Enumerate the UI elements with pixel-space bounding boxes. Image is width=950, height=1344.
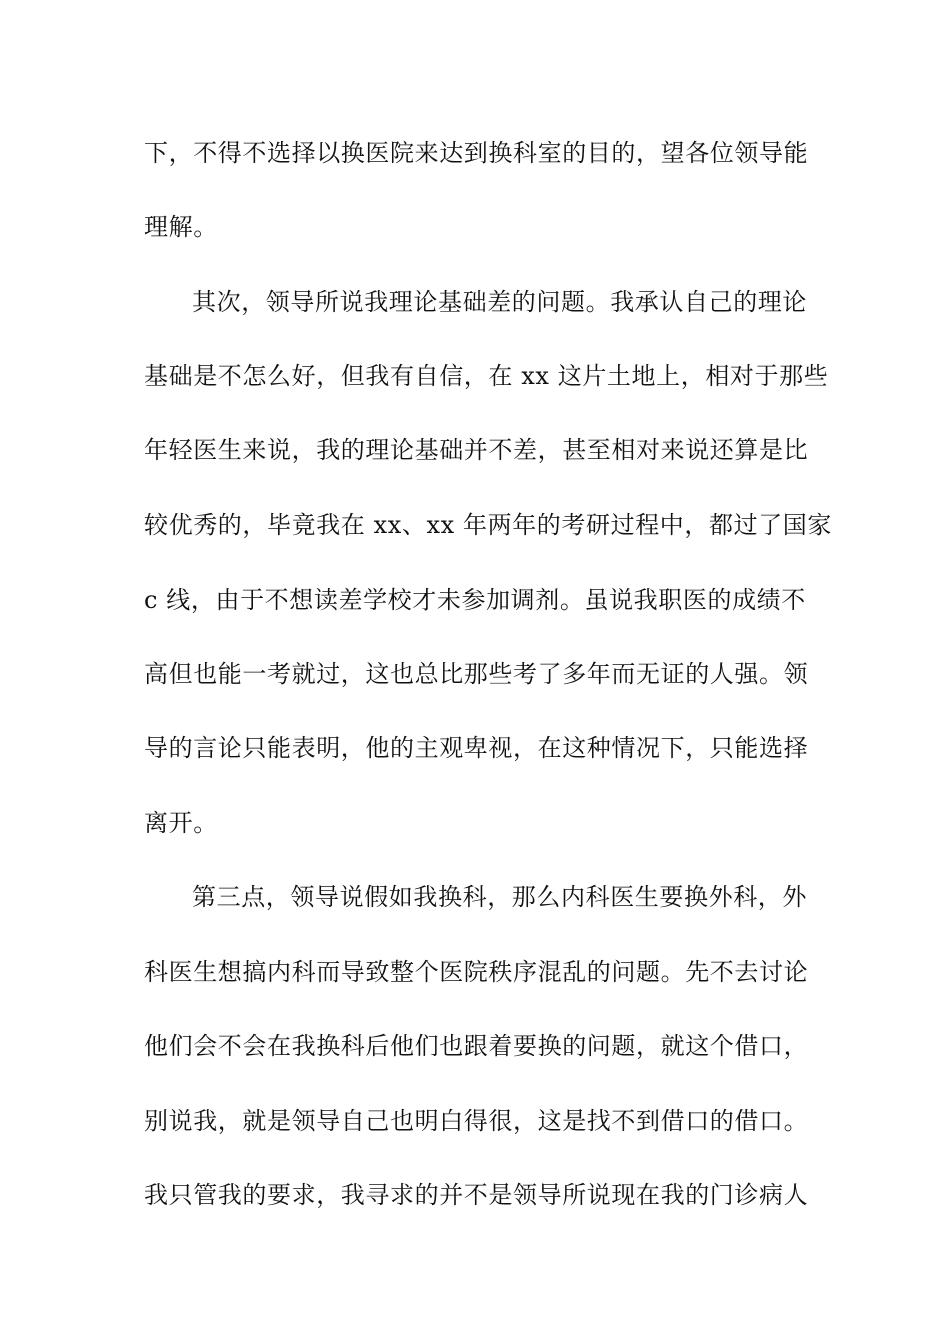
text-line: 离开。 (144, 809, 218, 837)
paragraph-start-line: 第三点，领导说假如我换科，那么内科医生要换外科，外 (192, 883, 807, 911)
text-line: 我只管我的要求，我寻求的并不是领导所说现在我的门诊病人 (144, 1181, 809, 1209)
text-line: 科医生想搞内科而导致整个医院秩序混乱的问题。先不去讨论 (144, 958, 809, 986)
text-line: 别说我，就是领导自己也明白得很，这是找不到借口的借口。 (144, 1107, 809, 1135)
text-line: 他们会不会在我换科后他们也跟着要换的问题，就这个借口， (144, 1032, 809, 1060)
text-line: 导的言论只能表明，他的主观卑视，在这种情况下，只能选择 (144, 734, 809, 762)
text-line: 高但也能一考就过，这也总比那些考了多年而无证的人强。领 (144, 660, 809, 688)
paragraph-start-line: 其次，领导所说我理论基础差的问题。我承认自己的理论 (192, 288, 807, 316)
text-line: 年轻医生来说，我的理论基础并不差，甚至相对来说还算是比 (144, 436, 809, 464)
text-line: 下，不得不选择以换医院来达到换科室的目的，望各位领导能 (144, 139, 809, 167)
text-line: 理解。 (144, 213, 218, 241)
text-line: 基础是不怎么好，但我有自信，在 xx 这片土地上，相对于那些 (144, 362, 829, 390)
text-line: 较优秀的，毕竟我在 xx、xx 年两年的考研过程中，都过了国家 (144, 511, 832, 539)
text-line: c 线，由于不想读差学校才未参加调剂。虽说我职医的成绩不 (144, 586, 806, 614)
